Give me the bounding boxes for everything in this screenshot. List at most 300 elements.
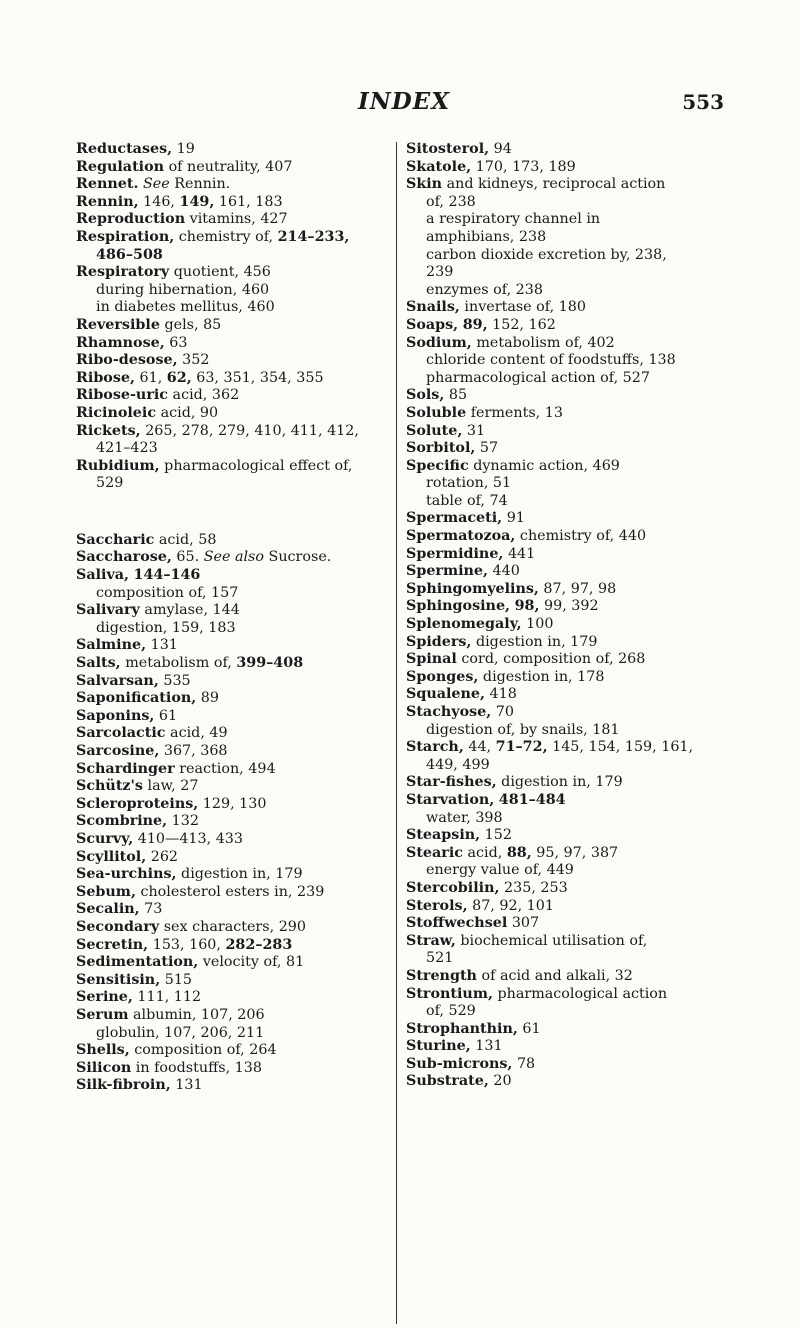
entry-heading: Stachyose, (406, 704, 492, 720)
subentry-text: globulin, 107, 206, 211 (96, 1024, 265, 1041)
entry-text: 410—413, 433 (133, 830, 243, 847)
entry-text: 100 (521, 616, 554, 633)
index-entry (76, 989, 396, 1007)
entry-page-bold: 89, (462, 316, 488, 333)
entry-heading: Spinal (406, 651, 457, 668)
index-entry (76, 954, 396, 972)
index-entry (406, 159, 726, 177)
index-entry (76, 317, 396, 335)
entry-text: 63, 351, 354, 355 (191, 369, 324, 386)
index-entry-continued (406, 1003, 726, 1021)
index-subentry (406, 810, 726, 828)
index-subentry (76, 1025, 396, 1043)
entry-text: velocity of, 81 (198, 954, 305, 971)
index-entry (76, 919, 396, 937)
subentry-text: chloride content of foodstuffs, 138 (426, 352, 676, 369)
entry-heading: Snails, (406, 299, 460, 316)
index-entry (406, 335, 726, 353)
index-entry (76, 532, 396, 550)
index-entry (406, 563, 726, 581)
entry-heading: Splenomegaly, (406, 616, 522, 633)
entry-text: 153, 160, (148, 936, 226, 953)
entry-text: 65. (171, 549, 204, 566)
entry-text: 85 (444, 387, 468, 404)
entry-heading: Serine, (76, 989, 133, 1006)
entry-heading: Scurvy, (76, 830, 134, 847)
index-entry (406, 634, 726, 652)
page-title: INDEX (357, 88, 451, 115)
entry-heading: Reproduction (76, 211, 186, 228)
entry-text: 132 (167, 813, 199, 830)
index-entry (406, 528, 726, 546)
index-entry (406, 845, 726, 863)
index-subentry (406, 370, 726, 388)
index-entry (76, 937, 396, 955)
entry-text: 44, (463, 739, 496, 756)
entry-heading: Serum (76, 1006, 129, 1023)
entry-text: amylase, 144 (139, 602, 240, 619)
entry-heading: Scyllitol, (76, 848, 147, 865)
index-entry (76, 141, 396, 159)
entry-text: 449, 499 (426, 756, 490, 773)
index-entry (76, 549, 396, 567)
index-entry (76, 370, 396, 388)
index-entry (76, 1007, 396, 1025)
entry-heading: Reductases, (76, 141, 173, 157)
entry-heading: Regulation (76, 158, 165, 175)
entry-heading: Sensitisin, (76, 971, 161, 988)
index-entry (406, 898, 726, 916)
entry-text: acid, 90 (156, 404, 219, 421)
entry-page-bold: 62, (166, 369, 192, 386)
entry-page-bold: 481–484 (498, 791, 566, 808)
index-entry (76, 637, 396, 655)
subentry-text: energy value of, 449 (426, 862, 574, 879)
entry-heading: Salivary (76, 602, 140, 619)
entry-text: 70 (491, 704, 515, 720)
entry-heading: Sphingomyelins, (406, 580, 539, 597)
subentry-text: 239 (426, 264, 454, 281)
index-entry (76, 176, 396, 194)
entry-text: 515 (160, 971, 193, 988)
index-entry (406, 299, 726, 317)
entry-text: quotient, 456 (169, 264, 271, 281)
index-entry (406, 616, 726, 634)
entry-text: 131 (146, 637, 178, 654)
entry-text: 73 (139, 901, 163, 918)
subentry-text: composition of, 157 (96, 584, 239, 601)
entry-heading: Straw, (406, 932, 456, 949)
entry-page-bold: 214–233, (277, 228, 350, 245)
entry-text: 87, 97, 98 (538, 580, 617, 597)
entry-text: 99, 392 (539, 598, 599, 615)
entry-text: acid, 362 (168, 387, 240, 404)
index-subentry-continued (406, 264, 726, 282)
entry-text: 161, 183 (214, 193, 283, 210)
index-column-right (406, 141, 726, 1091)
entry-heading: Sedimentation, (76, 954, 199, 971)
see-reference: See also (203, 549, 264, 566)
index-entry (76, 778, 396, 796)
index-entry-continued (76, 247, 396, 265)
entry-text: 78 (512, 1055, 536, 1072)
index-entry-continued (76, 440, 396, 458)
index-entry (76, 458, 396, 476)
index-entry (76, 159, 396, 177)
entry-text: 418 (484, 686, 517, 703)
index-entry (406, 387, 726, 405)
entry-text: 441 (503, 545, 536, 562)
index-entry (406, 774, 726, 792)
entry-heading: Starch, (406, 739, 464, 756)
entry-text: 95, 97, 387 (531, 844, 619, 861)
index-entry (406, 1038, 726, 1056)
index-entry (76, 655, 396, 673)
index-entry (76, 211, 396, 229)
subentry-text: water, 398 (426, 809, 503, 826)
index-entry-continued (406, 757, 726, 775)
entry-heading: Specific (406, 457, 469, 474)
entry-text: 61 (517, 1020, 541, 1037)
entry-text: cholesterol esters in, 239 (135, 883, 325, 900)
index-entry (406, 686, 726, 704)
entry-text: invertase of, 180 (459, 299, 586, 316)
subentry-text: during hibernation, 460 (96, 281, 270, 298)
index-entry (406, 1021, 726, 1039)
entry-text: digestion in, 179 (496, 774, 623, 791)
entry-heading: Squalene, (406, 686, 485, 703)
entry-text: metabolism of, 402 (471, 334, 615, 351)
entry-text: of, 238 (426, 193, 476, 210)
entry-page-bold: 71–72, (495, 739, 548, 756)
entry-text: 91 (502, 510, 525, 527)
index-subentry (406, 282, 726, 300)
entry-heading: Solute, (406, 422, 463, 439)
entry-text: 61 (154, 707, 178, 724)
entry-text: 170, 173, 189 (471, 158, 576, 175)
entry-text: acid, 49 (165, 725, 228, 742)
entry-heading: Ribose-uric (76, 387, 168, 404)
entry-heading: Strength (406, 967, 477, 984)
index-entry (406, 176, 726, 194)
entry-heading: Respiration, (76, 228, 175, 245)
entry-heading: Soluble (406, 404, 467, 421)
entry-page-bold: 282–283 (225, 936, 293, 953)
index-entry (406, 968, 726, 986)
entry-heading: Saliva, (76, 567, 129, 584)
index-entry (76, 567, 396, 585)
entry-text: dynamic action, 469 (468, 457, 620, 474)
entry-heading: Saponification, (76, 690, 197, 707)
index-subentry (76, 620, 396, 638)
index-entry (406, 546, 726, 564)
entry-heading: Sturine, (406, 1038, 471, 1055)
entry-heading: Saponins, (76, 707, 155, 724)
entry-text: of neutrality, 407 (164, 158, 293, 175)
index-subentry (406, 211, 726, 229)
subentry-text: table of, 74 (426, 492, 508, 509)
entry-text: 440 (487, 563, 520, 580)
entry-text: Rennin. (169, 176, 231, 193)
index-entry (76, 831, 396, 849)
index-entry (406, 704, 726, 722)
entry-text: 367, 368 (159, 743, 228, 759)
index-subentry (406, 247, 726, 265)
index-entry (76, 673, 396, 691)
entry-heading: Spermaceti, (406, 510, 503, 527)
subentry-text: amphibians, 238 (426, 228, 547, 245)
entry-heading: Strophanthin, (406, 1020, 518, 1037)
entry-heading: Stearic (406, 844, 463, 861)
entry-heading: Sitosterol, (406, 141, 490, 157)
entry-text: 521 (426, 950, 454, 967)
entry-heading: Sarcolactic (76, 725, 166, 742)
index-entry (406, 405, 726, 423)
entry-heading: Salts, (76, 655, 121, 672)
entry-text: 529 (96, 475, 124, 492)
index-entry (76, 405, 396, 423)
entry-text: digestion in, 178 (478, 668, 605, 685)
entry-text: 89 (196, 690, 220, 707)
index-entry (406, 598, 726, 616)
entry-heading: Sodium, (406, 334, 472, 351)
entry-text: vitamins, 427 (185, 211, 288, 228)
entry-text: 131 (470, 1038, 503, 1055)
entry-text: and kidneys, reciprocal action (442, 176, 666, 193)
entry-heading: Rickets, (76, 422, 141, 439)
entry-text: 94 (489, 141, 512, 157)
index-entry (76, 796, 396, 814)
entry-page-bold: 399–408 (236, 655, 304, 672)
entry-heading: Scleroproteins, (76, 795, 199, 812)
see-reference: See (143, 176, 170, 193)
subentry-text: enzymes of, 238 (426, 281, 543, 298)
index-entry (76, 1077, 396, 1095)
entry-text: 63 (164, 334, 188, 351)
index-subentry-continued (406, 229, 726, 247)
entry-text: 131 (170, 1077, 203, 1094)
index-entry (406, 141, 726, 159)
entry-text: 19 (172, 141, 195, 157)
index-column-left (76, 141, 396, 1095)
entry-heading: Sorbitol, (406, 440, 476, 457)
entry-text: 111, 112 (132, 989, 202, 1006)
entry-heading: Schardinger (76, 760, 175, 777)
index-entry (76, 761, 396, 779)
entry-text: in foodstuffs, 138 (131, 1059, 262, 1076)
entry-heading: Stoffwechsel (406, 915, 508, 932)
entry-heading: Starvation, (406, 791, 495, 808)
subentry-text: rotation, 51 (426, 475, 512, 492)
entry-heading: Silicon (76, 1059, 132, 1076)
index-entry (406, 510, 726, 528)
entry-heading: Skatole, (406, 158, 472, 175)
entry-heading: Sphingosine, (406, 598, 511, 615)
index-entry (76, 813, 396, 831)
entry-heading: Rhamnose, (76, 334, 165, 351)
entry-text: pharmacological effect of, (159, 457, 353, 474)
entry-text: composition of, 264 (129, 1042, 277, 1059)
entry-text: law, 27 (142, 778, 199, 795)
index-entry (76, 602, 396, 620)
index-entry (76, 743, 396, 761)
entry-heading: Sarcosine, (76, 743, 160, 759)
entry-heading: Saccharose, (76, 549, 172, 566)
entry-text: 145, 154, 159, 161, (547, 739, 694, 756)
entry-text: acid, 58 (154, 531, 217, 548)
entry-text: 87, 92, 101 (467, 897, 554, 914)
entry-text: 307 (507, 915, 540, 932)
index-entry (76, 423, 396, 441)
entry-heading: Shells, (76, 1042, 130, 1059)
entry-heading: Sea-urchins, (76, 866, 177, 883)
entry-text: gels, 85 (159, 316, 222, 333)
index-entry (406, 739, 726, 757)
entry-text: 421–423 (96, 440, 158, 457)
entry-heading: Schütz's (76, 778, 143, 795)
entry-text: digestion in, 179 (176, 866, 303, 883)
index-entry-continued (406, 950, 726, 968)
entry-text: biochemical utilisation of, (455, 932, 648, 949)
index-entry (76, 708, 396, 726)
entry-text: Sucrose. (264, 549, 332, 566)
entry-heading: Secalin, (76, 901, 140, 918)
index-entry (76, 264, 396, 282)
entry-text: 129, 130 (198, 795, 267, 812)
index-entry (406, 581, 726, 599)
subentry-text: in diabetes mellitus, 460 (96, 299, 275, 316)
index-entry (76, 352, 396, 370)
entry-page-bold: 486–508 (96, 246, 163, 263)
column-divider (396, 142, 397, 1324)
index-entry (406, 933, 726, 951)
index-subentry (76, 282, 396, 300)
entry-heading: Substrate, (406, 1073, 489, 1090)
subentry-text: a respiratory channel in (426, 211, 601, 228)
entry-heading: Respiratory (76, 264, 170, 281)
entry-heading: Silk-fibroin, (76, 1077, 171, 1094)
index-entry (406, 423, 726, 441)
index-entry (76, 725, 396, 743)
entry-text: cord, composition of, 268 (456, 651, 646, 668)
entry-heading: Sterols, (406, 897, 468, 914)
entry-heading: Sponges, (406, 668, 479, 685)
index-entry (76, 901, 396, 919)
index-entry (76, 1060, 396, 1078)
index-entry (76, 229, 396, 247)
entry-heading: Sub-microns, (406, 1055, 513, 1072)
entry-heading: Sebum, (76, 883, 136, 900)
index-entry (76, 387, 396, 405)
index-subentry (406, 862, 726, 880)
entry-text: 352 (177, 352, 210, 369)
entry-heading: Skin (406, 176, 443, 193)
index-subentry (406, 352, 726, 370)
entry-text: reaction, 494 (174, 760, 276, 777)
entry-text: acid, (462, 844, 507, 861)
index-subentry (406, 475, 726, 493)
entry-text: 152, 162 (487, 316, 556, 333)
entry-heading: Reversible (76, 316, 160, 333)
entry-text: 265, 278, 279, 410, 411, 412, (140, 422, 359, 439)
entry-heading: Sols, (406, 387, 445, 404)
entry-heading: Secondary (76, 918, 160, 935)
index-entry (406, 880, 726, 898)
entry-heading: Salmine, (76, 637, 147, 654)
entry-text: 152 (480, 827, 512, 844)
subentry-text: pharmacological action of, 527 (426, 369, 650, 386)
entry-heading: Spiders, (406, 633, 472, 650)
index-entry (406, 669, 726, 687)
index-entry-continued (406, 194, 726, 212)
entry-text: 535 (158, 672, 191, 689)
index-entry (406, 827, 726, 845)
index-entry (406, 440, 726, 458)
entry-page-bold: 98, (514, 598, 540, 615)
index-subentry (76, 299, 396, 317)
entry-heading: Spermine, (406, 563, 488, 580)
entry-text: 146, (138, 193, 180, 210)
index-subentry (406, 722, 726, 740)
index-entry-continued (76, 475, 396, 493)
entry-text: albumin, 107, 206 (128, 1006, 265, 1023)
index-entry (76, 690, 396, 708)
entry-text: 57 (475, 440, 499, 457)
index-entry (406, 792, 726, 810)
entry-heading: Salvarsan, (76, 672, 159, 689)
entry-text: chemistry of, 440 (515, 528, 647, 545)
entry-heading: Star-fishes, (406, 774, 497, 791)
entry-heading: Secretin, (76, 936, 149, 953)
index-entry (76, 335, 396, 353)
entry-text: ferments, 13 (466, 404, 563, 421)
entry-heading: Ribose, (76, 369, 135, 386)
entry-heading: Spermidine, (406, 545, 504, 562)
index-entry (76, 884, 396, 902)
entry-heading: Scombrine, (76, 813, 168, 830)
index-subentry (76, 585, 396, 603)
entry-heading: Rennin, (76, 193, 139, 210)
page-number: 553 (682, 90, 724, 114)
entry-text: sex characters, 290 (159, 918, 306, 935)
entry-heading: Steapsin, (406, 827, 481, 844)
entry-heading: Rennet. (76, 176, 139, 193)
entry-text: digestion in, 179 (471, 633, 598, 650)
entry-page-bold: 144–146 (133, 567, 201, 584)
entry-heading: Soaps, (406, 316, 459, 333)
section-gap (76, 493, 396, 532)
entry-text: pharmacological action (492, 985, 668, 1002)
entry-text: of acid and alkali, 32 (476, 967, 633, 984)
subentry-text: digestion of, by snails, 181 (426, 721, 620, 738)
subentry-text: digestion, 159, 183 (96, 619, 236, 636)
entry-heading: Spermatozoa, (406, 528, 516, 545)
index-entry (406, 651, 726, 669)
index-entry (76, 194, 396, 212)
index-entry (76, 849, 396, 867)
entry-text: 61, (134, 369, 167, 386)
index-entry (406, 1056, 726, 1074)
entry-heading: Saccharic (76, 531, 155, 548)
entry-page-bold: 149, (179, 193, 215, 210)
entry-text: 262 (146, 848, 179, 865)
page-header (84, 88, 724, 118)
index-entry (76, 1042, 396, 1060)
entry-text: 20 (488, 1073, 512, 1090)
entry-heading: Strontium, (406, 985, 493, 1002)
index-entry (76, 866, 396, 884)
entry-text: metabolism of, (120, 655, 237, 672)
